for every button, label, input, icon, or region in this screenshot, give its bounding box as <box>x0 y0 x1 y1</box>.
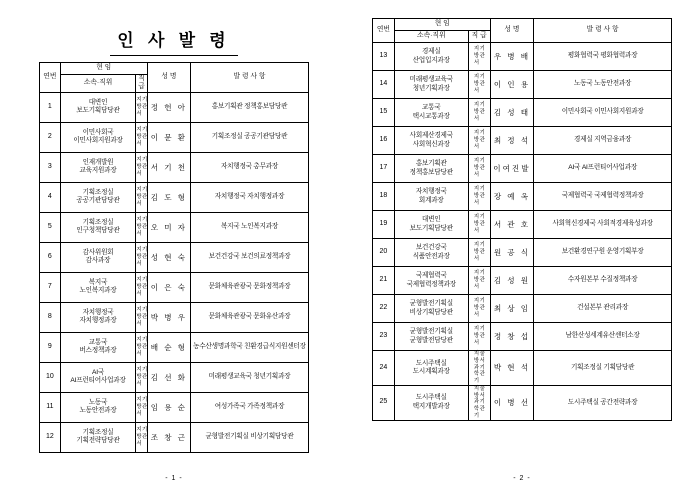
row-current-org: 홍보기획관 정책홍보담당관 <box>394 155 468 183</box>
row-current-org: 교통국 택시교통과장 <box>394 99 468 127</box>
row-order: 보건건강국 보건의료정책과장 <box>191 242 309 272</box>
row-name: 김 성 원 <box>490 267 534 295</box>
row-current-org: 감사위원회 감사과장 <box>60 242 136 272</box>
row-number: 7 <box>40 272 61 302</box>
row-number: 8 <box>40 302 61 332</box>
table-row <box>40 92 309 122</box>
row-order: 경제실 지역금융과장 <box>534 127 672 155</box>
table-row <box>40 152 309 182</box>
header-no-right: 연번 <box>373 19 395 43</box>
row-order: 이민사회국 이민사회지원과장 <box>534 99 672 127</box>
table-body-left <box>40 92 309 452</box>
table-row <box>373 99 672 127</box>
table-row <box>373 351 672 386</box>
table-row <box>373 267 672 295</box>
row-current-org: 자치행정국 회계과장 <box>394 183 468 211</box>
row-order: 수자원본부 수질정책과장 <box>534 267 672 295</box>
row-order: 남한산성세계유산센터소장 <box>534 323 672 351</box>
row-rank: 지 방 서 기 관 <box>468 239 490 267</box>
table-row <box>40 302 309 332</box>
row-name: 성 현 숙 <box>147 242 190 272</box>
row-name: 서 기 천 <box>147 152 190 182</box>
row-number: 2 <box>40 122 61 152</box>
row-order: 국제협력국 국제협력정책과장 <box>534 183 672 211</box>
row-current-org: 보건건강국 식품안전과장 <box>394 239 468 267</box>
row-rank: 지 방 서 기 관 <box>136 302 147 332</box>
row-rank: 지 방 서 기 관 <box>136 392 147 422</box>
row-name: 이 병 선 <box>490 385 534 420</box>
row-current-org: 기획조정실 기획전략담당관 <box>60 422 136 452</box>
row-number: 4 <box>40 182 61 212</box>
row-number: 19 <box>373 211 395 239</box>
header-current-right: 현 임 <box>394 19 490 31</box>
row-current-org: 균형발전기획실 비상기획담당관 <box>394 295 468 323</box>
row-number: 22 <box>373 295 395 323</box>
page-number-right: - 2 - <box>513 475 531 482</box>
row-name: 김 도 형 <box>147 182 190 212</box>
header-current: 현 임 <box>60 63 147 75</box>
row-order: 기획조정실 기획담당관 <box>534 351 672 386</box>
row-number: 16 <box>373 127 395 155</box>
row-name: 박 현 석 <box>490 351 534 386</box>
title-underline <box>110 55 238 56</box>
row-order: 자치행정국 총무과장 <box>191 152 309 182</box>
table-row <box>373 71 672 99</box>
row-rank: 지 방 서 기 관 <box>136 242 147 272</box>
row-current-org: 교통국 버스정책과장 <box>60 332 136 362</box>
row-rank: 지 방 서 기 관 <box>468 323 490 351</box>
row-name: 이여진발 <box>490 155 534 183</box>
row-rank: 지 방 과 학 기 술 서 기 관 <box>468 351 490 386</box>
table-row <box>373 43 672 71</box>
table-row <box>40 362 309 392</box>
table-row <box>373 183 672 211</box>
row-name: 이 인 용 <box>490 71 534 99</box>
header-rank: 직 급 <box>136 75 147 93</box>
row-rank: 지 방 서 기 관 <box>136 152 147 182</box>
table-row <box>373 239 672 267</box>
row-order: 도시주택실 공간전략과장 <box>534 385 672 420</box>
row-number: 12 <box>40 422 61 452</box>
row-number: 15 <box>373 99 395 127</box>
row-number: 3 <box>40 152 61 182</box>
row-rank: 지 방 서 기 관 <box>136 92 147 122</box>
row-rank: 지 방 서 기 관 <box>468 267 490 295</box>
table-row <box>373 385 672 420</box>
table-row <box>40 242 309 272</box>
table-row <box>40 272 309 302</box>
row-name: 최 상 임 <box>490 295 534 323</box>
row-rank: 지 방 서 기 관 <box>468 211 490 239</box>
row-number: 24 <box>373 351 395 386</box>
row-name: 이 문 환 <box>147 122 190 152</box>
table-row <box>373 211 672 239</box>
table-row <box>373 127 672 155</box>
row-rank: 지 방 서 기 관 <box>468 295 490 323</box>
table-row <box>373 155 672 183</box>
table-row <box>40 182 309 212</box>
row-number: 1 <box>40 92 61 122</box>
table-row <box>373 295 672 323</box>
row-current-org: 도시주택실 도시계획과장 <box>394 351 468 386</box>
row-current-org: 이민사회국 이민사회지원과장 <box>60 122 136 152</box>
right-page-sheet <box>348 0 696 492</box>
row-name: 김 성 태 <box>490 99 534 127</box>
row-name: 박 병 우 <box>147 302 190 332</box>
row-number: 6 <box>40 242 61 272</box>
row-current-org: 기획조정실 인구청책담당관 <box>60 212 136 242</box>
row-order: AI국 AI프런티어사업과장 <box>534 155 672 183</box>
row-order: 문화체육관광국 문화정책과장 <box>191 272 309 302</box>
header-order-right: 발 령 사 항 <box>534 19 672 43</box>
header-rank-right: 직 급 <box>468 31 490 43</box>
row-current-org: AI국 AI프런티어사업과장 <box>60 362 136 392</box>
row-number: 14 <box>373 71 395 99</box>
row-current-org: 사회제산경제국 사회혁신과장 <box>394 127 468 155</box>
row-order: 보건환경연구원 운영기획부장 <box>534 239 672 267</box>
row-rank: 지 방 서 기 관 <box>468 71 490 99</box>
row-rank: 지 방 서 기 관 <box>468 155 490 183</box>
row-number: 9 <box>40 332 61 362</box>
row-order: 평화협력국 평화협력과장 <box>534 43 672 71</box>
row-rank: 지 방 서 기 관 <box>136 182 147 212</box>
row-name: 최 정 석 <box>490 127 534 155</box>
row-order: 문화체육관광국 문화유산과장 <box>191 302 309 332</box>
row-current-org: 인재개발원 교육지원과장 <box>60 152 136 182</box>
row-number: 13 <box>373 43 395 71</box>
row-order: 균형발전기획실 비상기획담당관 <box>191 422 309 452</box>
row-rank: 지 방 서 기 관 <box>136 122 147 152</box>
row-rank: 지 방 과 학 기 술 서 기 관 <box>468 385 490 420</box>
row-current-org: 자치행정국 자치행정과장 <box>60 302 136 332</box>
row-rank: 지 방 서 기 관 <box>136 422 147 452</box>
row-order: 복지국 노인복지과장 <box>191 212 309 242</box>
header-org-right: 소속·직위 <box>394 31 468 43</box>
row-current-org: 미래평생교육국 청년기획과장 <box>394 71 468 99</box>
row-current-org: 대변인 보도기획담당관 <box>394 211 468 239</box>
row-name: 우 병 배 <box>490 43 534 71</box>
header-name: 성 명 <box>147 63 190 93</box>
row-order: 건설본부 관리과장 <box>534 295 672 323</box>
row-number: 18 <box>373 183 395 211</box>
table-row <box>40 332 309 362</box>
row-current-org: 대변인 보도기획담당관 <box>60 92 136 122</box>
table-row <box>40 422 309 452</box>
row-name: 원 공 식 <box>490 239 534 267</box>
row-rank: 지 방 서 기 관 <box>468 99 490 127</box>
row-order: 농수산생명과학국 친환경급식지원센터장 <box>191 332 309 362</box>
header-order: 발 령 사 항 <box>191 63 309 93</box>
row-rank: 지 방 서 기 관 <box>136 212 147 242</box>
header-org: 소속·직위 <box>60 75 136 93</box>
header-no: 연번 <box>40 63 61 93</box>
row-name: 배 순 형 <box>147 332 190 362</box>
row-rank: 지 방 서 기 관 <box>136 272 147 302</box>
table-header-row-top <box>40 63 309 75</box>
row-order: 기획조정실 공공기관담당관 <box>191 122 309 152</box>
row-name: 정 헌 아 <box>147 92 190 122</box>
row-number: 10 <box>40 362 61 392</box>
row-rank: 지 방 서 기 관 <box>468 127 490 155</box>
row-order: 여성가족국 가족정책과장 <box>191 392 309 422</box>
row-number: 21 <box>373 267 395 295</box>
table-row <box>373 323 672 351</box>
page-number-left: - 1 - <box>165 475 183 482</box>
row-number: 17 <box>373 155 395 183</box>
row-current-org: 경제실 산업입지과장 <box>394 43 468 71</box>
row-name: 서 관 호 <box>490 211 534 239</box>
row-name: 장 예 옥 <box>490 183 534 211</box>
table-row <box>40 122 309 152</box>
row-order: 사회혁신경제국 사회적경제육성과장 <box>534 211 672 239</box>
row-rank: 지 방 서 기 관 <box>468 183 490 211</box>
row-current-org: 노동국 노동안전과장 <box>60 392 136 422</box>
appointment-table-right <box>372 18 672 421</box>
row-current-org: 복지국 노인복지과장 <box>60 272 136 302</box>
row-order: 미래평생교육국 청년기획과장 <box>191 362 309 392</box>
row-number: 20 <box>373 239 395 267</box>
row-order: 홍보기획관 정책홍보담당관 <box>191 92 309 122</box>
row-number: 11 <box>40 392 61 422</box>
table-header-row-top-right <box>373 19 672 31</box>
row-current-org: 도시주택실 택지개발과장 <box>394 385 468 420</box>
row-rank: 지 방 서 기 관 <box>136 332 147 362</box>
row-current-org: 균형발전기획실 균형발전담당관 <box>394 323 468 351</box>
row-order: 노동국 노동안전과장 <box>534 71 672 99</box>
header-name-right: 성 명 <box>490 19 534 43</box>
appointment-table-left <box>39 62 309 453</box>
row-current-org: 국제협력국 국제협력정책과장 <box>394 267 468 295</box>
row-number: 23 <box>373 323 395 351</box>
row-name: 조 창 근 <box>147 422 190 452</box>
row-rank: 지 방 서 기 관 <box>136 362 147 392</box>
row-name: 임 용 순 <box>147 392 190 422</box>
table-body-right <box>373 43 672 421</box>
table-row <box>40 212 309 242</box>
row-name: 정 창 섭 <box>490 323 534 351</box>
row-number: 25 <box>373 385 395 420</box>
page-title: 인 사 발 령 <box>117 31 231 50</box>
row-current-org: 기획조정실 공공기관담당관 <box>60 182 136 212</box>
row-name: 오 미 자 <box>147 212 190 242</box>
row-name: 이 은 숙 <box>147 272 190 302</box>
row-rank: 지 방 서 기 관 <box>468 43 490 71</box>
row-number: 5 <box>40 212 61 242</box>
table-row <box>40 392 309 422</box>
row-order: 자치행정국 자치행정과장 <box>191 182 309 212</box>
row-name: 김 선 화 <box>147 362 190 392</box>
